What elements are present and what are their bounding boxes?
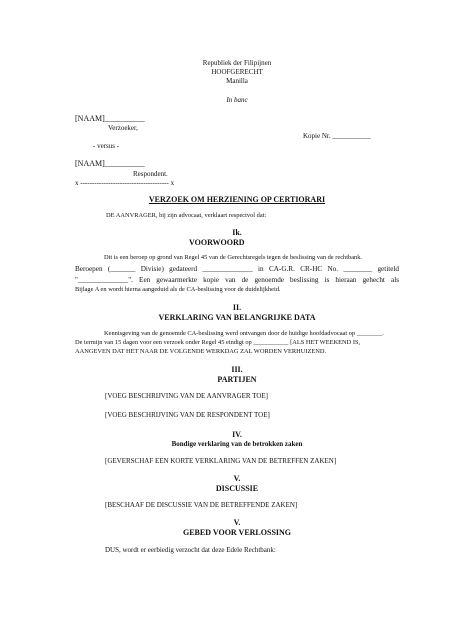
respondent-name: [NAAM]__________: [75, 159, 145, 168]
section-4-heading: Bondige verklaring van de betrokken zaken: [171, 440, 303, 448]
city-line: Manilla: [226, 77, 248, 85]
section-1-line: "______________". Een gewaarmerkte kopie van de genoemde beslissing is hieraan gehecht als: [75, 276, 399, 284]
section-6-line: DUS, wordt er eerbiedig verzocht dat deze Edele Rechtbank:: [105, 546, 276, 554]
section-2-heading: VERKLARING VAN BELANGRIJKE DATA: [158, 313, 316, 322]
section-1-line: Dit is een beroep op grond van Regel 45 van de Gerechtsregels tegen de beslissing van de rechtbank.: [104, 254, 363, 261]
copy-number: Kopie Nr. ___________: [303, 132, 371, 140]
section-1-heading: VOORWOORD: [189, 238, 245, 247]
intro-line: DE AANVRAGER, bij zijn advocaat, verklaart respectvol dat:: [106, 212, 267, 219]
section-1-line: Beroepen (_______ Divisie) gedateerd ______________ in CA-G.R. CR-HC No. ________ getiteld: [75, 265, 399, 273]
document-title: VERZOEK OM HERZIENING OP CERTIORARI: [148, 195, 326, 204]
versus-line: - versus -: [93, 142, 120, 150]
petitioner-role: Verzoeker,: [108, 124, 138, 132]
respondent-role: Respondent.: [133, 170, 168, 178]
country-line: Republiek der Filipijnen: [202, 59, 272, 67]
section-4-line: [GEVERSCHAF EEN KORTE VERKLARING VAN DE BETREFFEN ZAKEN]: [105, 457, 337, 465]
petitioner-name: [NAAM]__________: [75, 114, 145, 123]
section-3-line: [VOEG BESCHRIJVING VAN DE AANVRAGER TOE]: [105, 392, 269, 400]
section-1-number: Ik.: [232, 228, 242, 237]
section-3-heading: PARTIJEN: [217, 375, 257, 384]
section-3-line: [VOEG BESCHRIJVING VAN DE RESPONDENT TOE]: [105, 411, 270, 419]
section-6-heading: GEBED VOOR VERLOSSING: [182, 528, 292, 537]
section-5-heading: DISCUSSIE: [215, 484, 259, 493]
section-4-number: IV.: [232, 430, 242, 439]
section-6-number: V.: [233, 518, 241, 527]
section-3-number: III.: [231, 365, 243, 374]
caption-separator: x -------------------------------------- x: [75, 179, 175, 187]
section-2-line: De termijn van 15 dagen voor een verzoek onder Regel 45 eindigt op ___________ [ALS HET WEEKEND IS,: [75, 339, 361, 346]
section-2-line: AANGEVEN DAT HET NAAR DE VOLGENDE WERKDAG ZAL WORDEN VERHUIZEND.: [75, 348, 327, 355]
session-line: In banc: [226, 96, 248, 104]
section-1-line: Bijlage A en wordt hierna aangeduid als de CA-beslissing voor de duidelijkheid.: [75, 286, 281, 293]
section-5-number: V.: [233, 474, 241, 483]
court-line: HOOFGERECHT: [211, 68, 263, 76]
section-2-line: Kennisgeving van de genoemde CA-beslissing werd ontvangen door de huidige hoofdadvocaat op ________.: [104, 330, 384, 337]
section-5-line: [BESCHAAF DE DISCUSSIE VAN DE BETREFFENDE ZAKEN]: [105, 501, 298, 509]
section-2-number: II.: [232, 303, 242, 312]
